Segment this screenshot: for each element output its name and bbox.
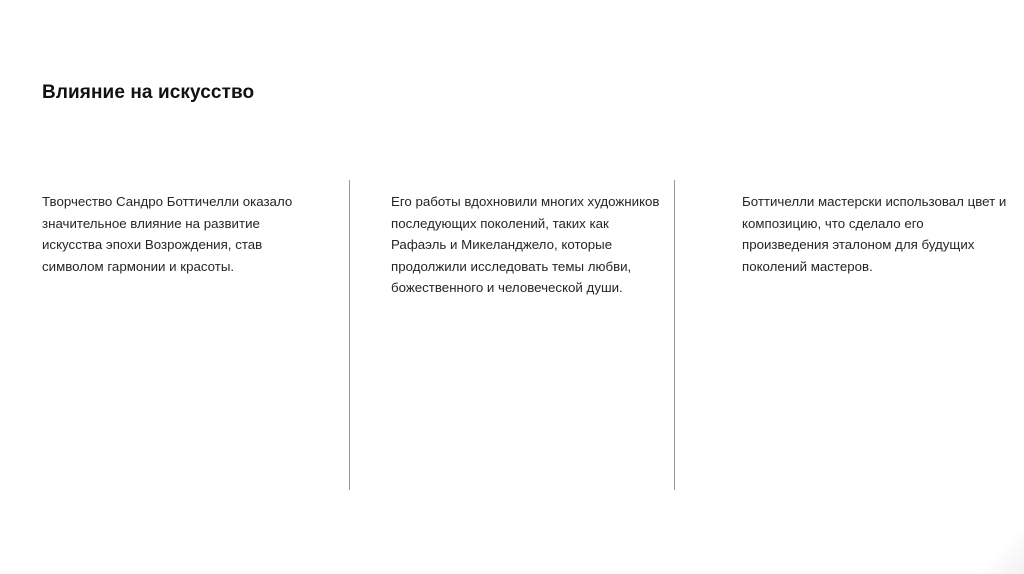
page-corner-shadow — [954, 534, 1024, 574]
column-1-text: Творчество Сандро Боттичелли оказало значительное влияние на развитие искусства эпохи Возрождения, став символом гармонии и красоты. — [42, 194, 293, 274]
column-3-text: Боттичелли мастерски использовал цвет и композицию, что сделало его произведения эталоном для будущих поколений мастеров. — [742, 194, 1007, 274]
column-divider-2 — [674, 180, 675, 490]
slide-title: Влияние на искусство — [42, 82, 255, 103]
column-2-text: Его работы вдохновили многих художников последующих поколений, таких как Рафаэль и Микеланджело, которые продолжили исследовать темы любви, божественного и человеческой души. — [391, 194, 660, 295]
column-divider-1 — [349, 180, 350, 490]
